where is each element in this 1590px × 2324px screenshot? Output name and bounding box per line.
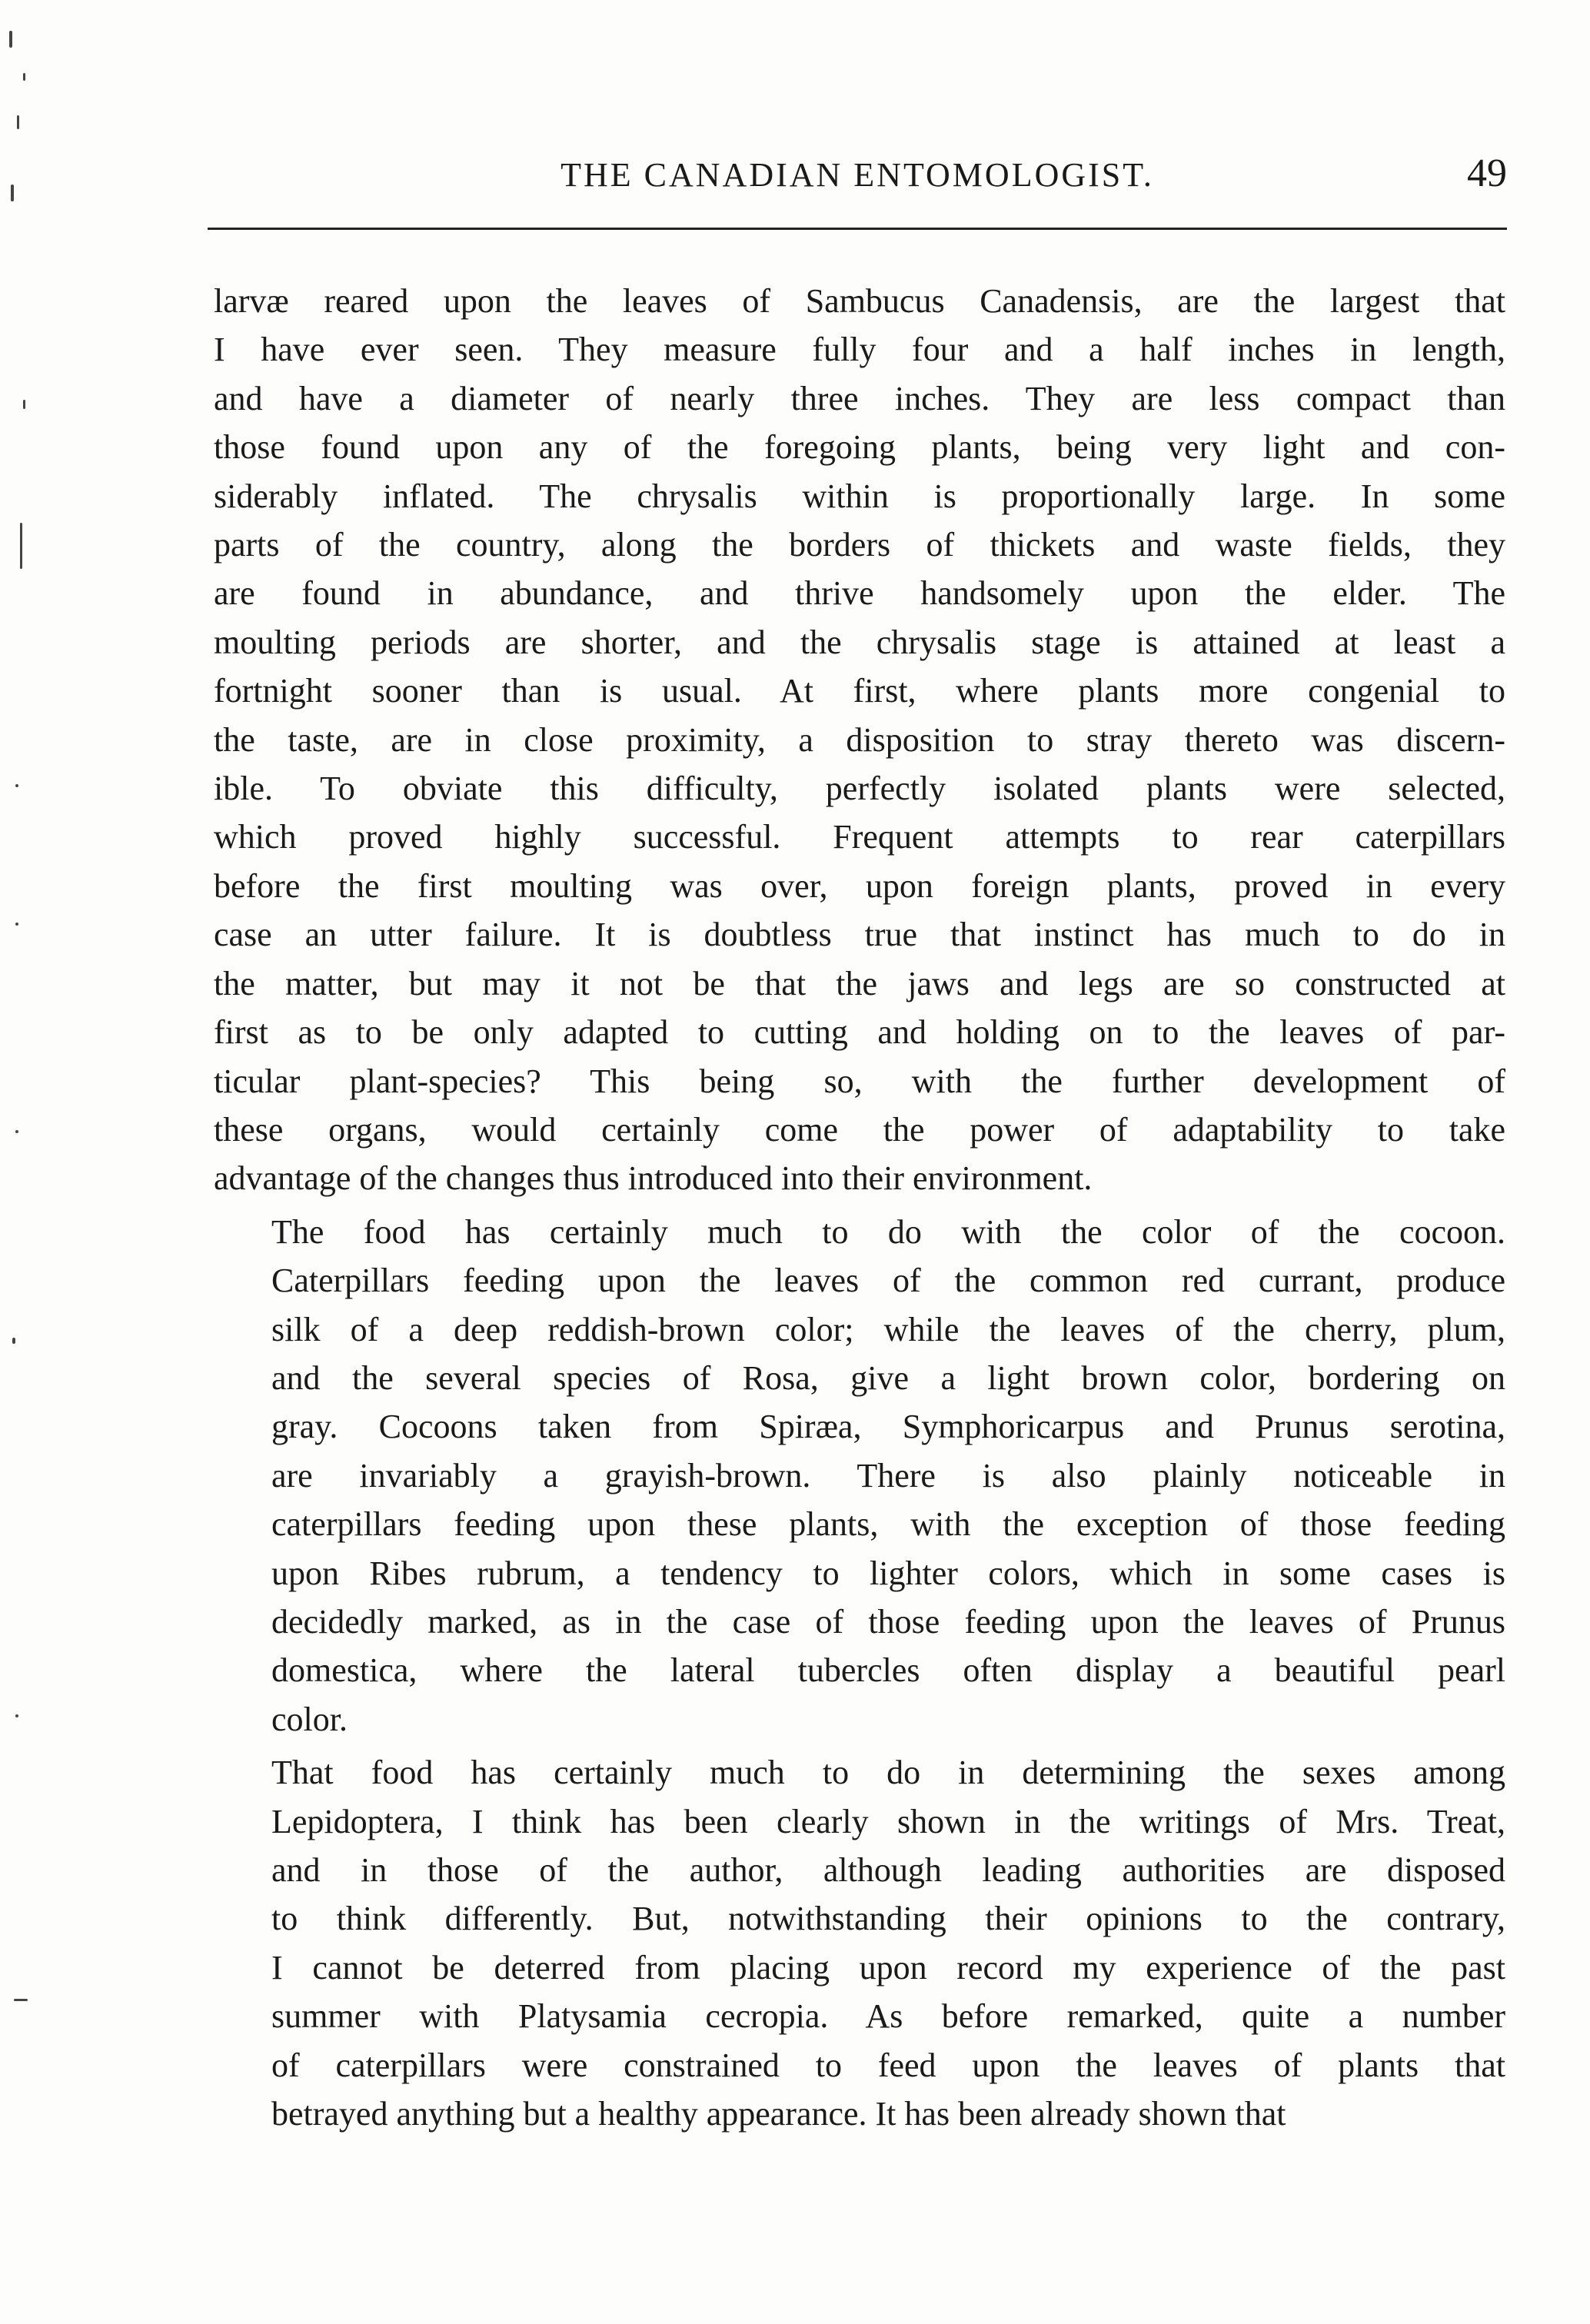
margin-speck	[17, 115, 19, 129]
text-line: advantage of the changes thus introduced into their environment.	[214, 1159, 1093, 1198]
text-line: of caterpillars were constrained to feed upon the leaves of plants that	[271, 2046, 1505, 2084]
margin-speck	[11, 185, 14, 201]
text-line: I have ever seen. They measure fully four and a half inches in length,	[214, 331, 1505, 369]
text-line: domestica, where the lateral tubercles often display a beautiful pearl	[271, 1651, 1505, 1690]
header-rule	[208, 228, 1507, 230]
margin-speck	[20, 523, 22, 569]
text-line: color.	[271, 1700, 348, 1738]
text-line: Lepidoptera, I think has been clearly shown in the writings of Mrs. Treat,	[271, 1802, 1505, 1840]
text-line: siderably inflated. The chrysalis within is proportionally large. In some	[214, 477, 1505, 515]
text-line: and have a diameter of nearly three inches. They are less compact than	[214, 379, 1505, 417]
margin-speck	[12, 1338, 15, 1344]
text-line: Caterpillars feeding upon the leaves of the common red currant, produce	[271, 1262, 1505, 1300]
text-line: first as to be only adapted to cutting and holding on to the leaves of par-	[214, 1013, 1505, 1052]
running-head: THE CANADIAN ENTOMOLOGIST.	[560, 156, 1154, 194]
margin-specks	[0, 0, 92, 2324]
text-line: That food has certainly much to do in determining the sexes among	[271, 1754, 1505, 1792]
margin-speck	[23, 73, 25, 81]
text-line: upon Ribes rubrum, a tendency to lighter colors, which in some cases is	[271, 1554, 1505, 1592]
margin-speck	[15, 923, 18, 926]
body-text	[214, 277, 1505, 2143]
text-line: larvæ reared upon the leaves of Sambucus Canadensis, are the largest that	[214, 282, 1505, 320]
margin-speck	[15, 784, 18, 787]
text-line: and the several species of Rosa, give a light brown color, bordering on	[271, 1358, 1505, 1397]
text-line: silk of a deep reddish-brown color; while the leaves of the cherry, plum,	[271, 1310, 1505, 1348]
page-number: 49	[1467, 151, 1507, 195]
text-line: ible. To obviate this difficulty, perfectly isolated plants were selected,	[214, 770, 1505, 808]
text-line: decidedly marked, as in the case of those feeding upon the leaves of Prunus	[271, 1602, 1505, 1641]
paragraph	[214, 277, 1505, 1203]
paragraph	[214, 1748, 1505, 2138]
text-line: I cannot be deterred from placing upon record my experience of the past	[271, 1948, 1505, 1987]
text-line: parts of the country, along the borders of thickets and waste fields, they	[214, 526, 1505, 564]
text-line: which proved highly successful. Frequent attempts to rear caterpillars	[214, 818, 1505, 856]
margin-speck	[23, 400, 25, 409]
text-line: fortnight sooner than is usual. At first, where plants more congenial to	[214, 672, 1505, 710]
margin-speck	[15, 1714, 18, 1717]
text-line: gray. Cocoons taken from Spiræa, Symphoricarpus and Prunus serotina,	[271, 1408, 1505, 1446]
text-line: the taste, are in close proximity, a disposition to stray thereto was discern-	[214, 720, 1505, 759]
text-line: are found in abundance, and thrive handsomely upon the elder. The	[214, 574, 1505, 613]
text-line: caterpillars feeding upon these plants, with the exception of those feeding	[271, 1505, 1505, 1544]
margin-speck	[14, 1999, 28, 2001]
text-line: the matter, but may it not be that the jaws and legs are so constructed at	[214, 964, 1505, 1002]
page-header	[208, 152, 1507, 206]
text-line: ticular plant-species? This being so, with the further development of	[214, 1062, 1505, 1100]
text-line: these organs, would certainly come the power of adaptability to take	[214, 1110, 1505, 1149]
text-line: betrayed anything but a healthy appearance. It has been already shown that	[271, 2095, 1286, 2133]
text-line: The food has certainly much to do with the color of the cocoon.	[271, 1212, 1505, 1251]
text-line: case an utter failure. It is doubtless true that instinct has much to do in	[214, 916, 1505, 954]
text-line: are invariably a grayish-brown. There is also plainly noticeable in	[271, 1456, 1505, 1494]
text-line: and in those of the author, although leading authorities are disposed	[271, 1851, 1505, 1889]
margin-speck	[9, 31, 12, 48]
text-line: moulting periods are shorter, and the chrysalis stage is attained at least a	[214, 623, 1505, 661]
text-line: before the first moulting was over, upon foreign plants, proved in every	[214, 866, 1505, 905]
margin-speck	[15, 1130, 18, 1133]
text-line: summer with Platysamia cecropia. As before remarked, quite a number	[271, 1997, 1505, 2036]
text-line: those found upon any of the foregoing plants, being very light and con-	[214, 428, 1505, 467]
paragraph	[214, 1208, 1505, 1744]
text-line: to think differently. But, notwithstanding their opinions to the contrary,	[271, 1900, 1505, 1938]
